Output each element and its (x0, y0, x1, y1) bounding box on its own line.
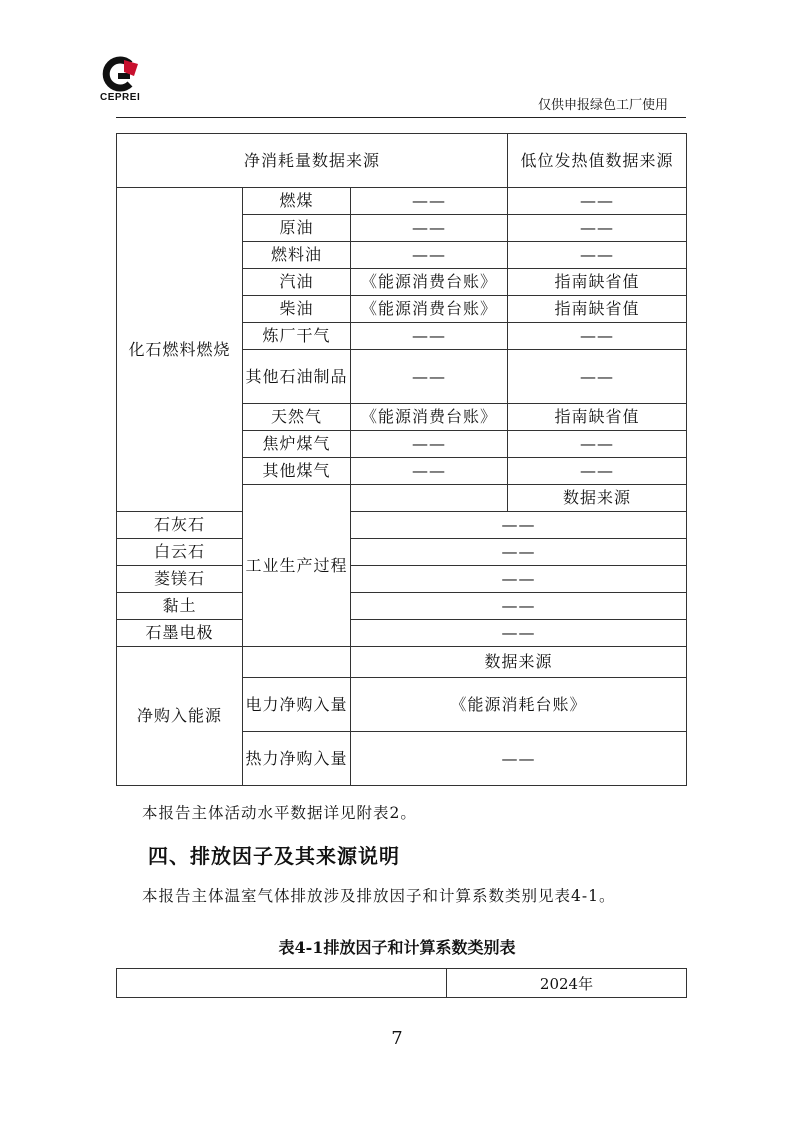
section-heading: 四、排放因子及其来源说明 (148, 844, 400, 868)
cepreI-logo (100, 56, 154, 103)
consumption-source: —— (351, 458, 508, 485)
heat-value-source: —— (508, 188, 687, 215)
purchased-source-head: 数据来源 (351, 647, 687, 678)
fuel-name: 柴油 (243, 296, 351, 323)
consumption-source: —— (351, 188, 508, 215)
industrial-source-head: 数据来源 (508, 485, 687, 512)
data-source-table (116, 133, 687, 786)
heat-value-source: —— (508, 323, 687, 350)
heat-value-source: —— (508, 458, 687, 485)
process-source: —— (351, 593, 687, 620)
header-divider (116, 117, 686, 118)
table-row (117, 188, 687, 215)
table-row (117, 620, 687, 647)
fuel-name: 燃料油 (243, 242, 351, 269)
table-row (117, 593, 687, 620)
header-consumption-source: 净消耗量数据来源 (117, 134, 508, 188)
process-item: 白云石 (117, 539, 243, 566)
energy-source: —— (351, 732, 687, 786)
heat-value-source: —— (508, 215, 687, 242)
heat-value-source: —— (508, 242, 687, 269)
heat-value-source: 指南缺省值 (508, 269, 687, 296)
energy-source: 《能源消耗台账》 (351, 678, 687, 732)
table-row (117, 539, 687, 566)
heat-value-source: 指南缺省值 (508, 404, 687, 431)
blank-cell (243, 647, 351, 678)
consumption-source: —— (351, 323, 508, 350)
heat-value-source: —— (508, 350, 687, 404)
blank-cell (351, 485, 508, 512)
table-row (117, 647, 687, 678)
table-header-row (117, 134, 687, 188)
page-number: 7 (391, 1028, 403, 1049)
process-item: 黏土 (117, 593, 243, 620)
consumption-source: 《能源消费台账》 (351, 296, 508, 323)
year-cell: 2024年 (447, 969, 687, 998)
fuel-name: 炼厂干气 (243, 323, 351, 350)
consumption-source: 《能源消费台账》 (351, 404, 508, 431)
table-row (117, 566, 687, 593)
heat-value-source: —— (508, 431, 687, 458)
process-source: —— (351, 620, 687, 647)
logo-text: CEPREI (100, 92, 141, 103)
consumption-source: —— (351, 431, 508, 458)
process-item: 石墨电极 (117, 620, 243, 647)
process-item: 石灰石 (117, 512, 243, 539)
consumption-source: —— (351, 242, 508, 269)
fuel-name: 其他石油制品 (243, 350, 351, 404)
fuel-name: 汽油 (243, 269, 351, 296)
process-item: 菱镁石 (117, 566, 243, 593)
heat-value-source: 指南缺省值 (508, 296, 687, 323)
fuel-name: 原油 (243, 215, 351, 242)
table-4-1 (116, 968, 687, 998)
table-row (117, 969, 687, 998)
energy-item: 电力净购入量 (243, 678, 351, 732)
paragraph-activity-data: 本报告主体活动水平数据详见附表2。 (142, 804, 417, 822)
header-heat-value-source: 低位发热值数据来源 (508, 134, 687, 188)
fuel-name: 燃煤 (243, 188, 351, 215)
consumption-source: 《能源消费台账》 (351, 269, 508, 296)
process-source: —— (351, 566, 687, 593)
paragraph-emission-factors: 本报告主体温室气体排放涉及排放因子和计算系数类别见表4-1。 (142, 887, 616, 905)
category-industrial: 工业生产过程 (243, 485, 351, 647)
consumption-source: —— (351, 350, 508, 404)
blank-cell (117, 969, 447, 998)
table-caption: 表4-1排放因子和计算系数类别表 (278, 938, 516, 957)
header-note: 仅供申报绿色工厂使用 (537, 98, 668, 113)
process-source: —— (351, 512, 687, 539)
consumption-source: —— (351, 215, 508, 242)
fuel-name: 其他煤气 (243, 458, 351, 485)
fuel-name: 天然气 (243, 404, 351, 431)
cepreI-logo-icon (100, 56, 144, 92)
energy-item: 热力净购入量 (243, 732, 351, 786)
category-fossil: 化石燃料燃烧 (117, 188, 243, 512)
table-row (117, 512, 687, 539)
fuel-name: 焦炉煤气 (243, 431, 351, 458)
category-purchased: 净购入能源 (117, 647, 243, 786)
process-source: —— (351, 539, 687, 566)
